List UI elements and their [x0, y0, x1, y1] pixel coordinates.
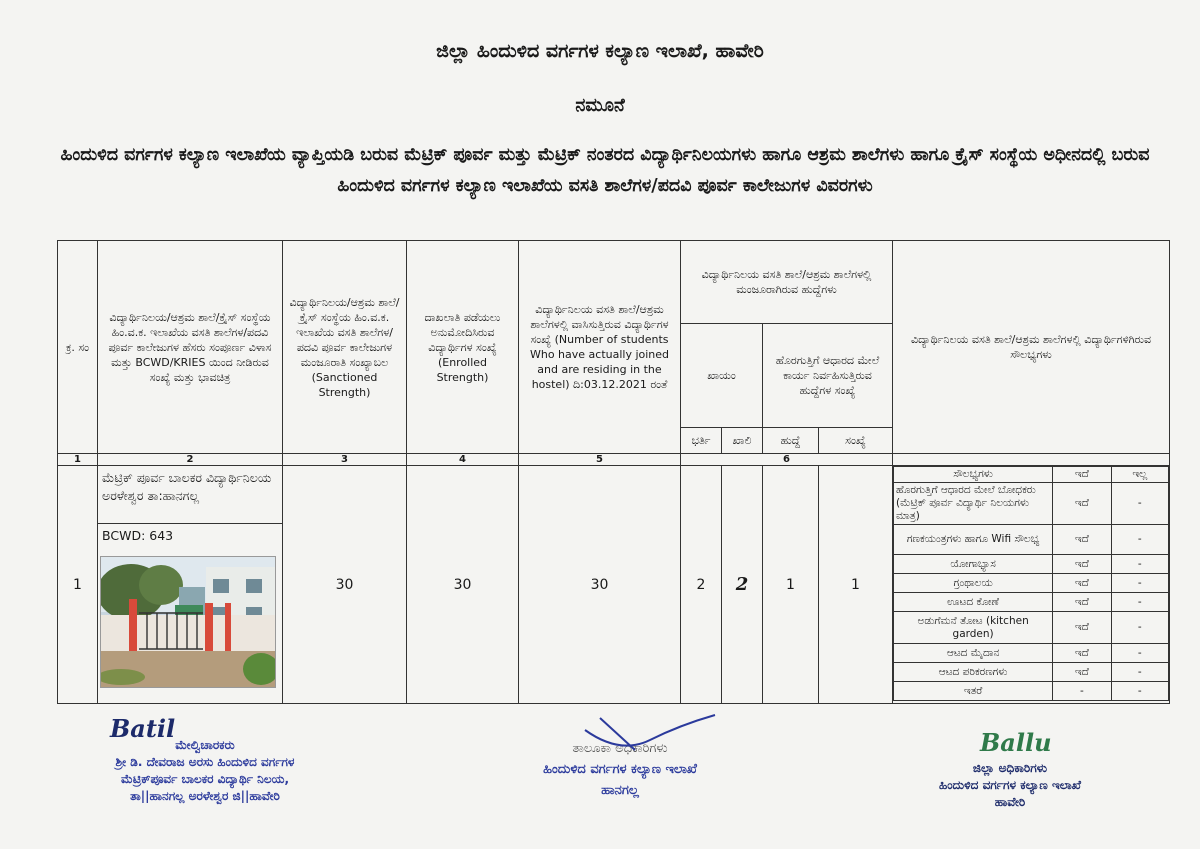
- supervisor-signature-scrawl: Batil: [110, 714, 176, 743]
- facility-no: -: [1111, 682, 1168, 701]
- col-number-2: 2: [98, 454, 283, 466]
- filled-header: ಭರ್ತಿ: [681, 428, 722, 454]
- hostel-details-table: [57, 240, 1170, 704]
- col-number-1: 1: [58, 454, 98, 466]
- facility-row: [894, 525, 1169, 555]
- facility-name: ಆಟದ ಮೈದಾನ: [894, 644, 1053, 663]
- supervisor-line-3: ಮೆಟ್ರಿಕ್‌ಪೂರ್ವ ಬಾಲಕರ ವಿದ್ಯಾರ್ಥಿ ನಿಲಯ,: [120, 772, 290, 786]
- post-header: ಹುದ್ದೆ: [763, 428, 819, 454]
- outsourced-header: ಹೊರಗುತ್ತಿಗೆ ಆಧಾರದ ಮೇಲೆ ಕಾರ್ಯ ನಿರ್ವಹಿಸುತ್ತಿರುವ ಹುದ್ದೆಗಳ ಸಂಖ್ಯೆ: [763, 324, 893, 428]
- facility-no: -: [1111, 663, 1168, 682]
- facility-yes: -: [1053, 682, 1111, 701]
- hostel-name-header: ವಿದ್ಯಾರ್ಥಿನಿಲಯ/ಆಶ್ರಮ ಶಾಲೆ/ಕ್ರೈಸ್ ಸಂಸ್ಥೆಯ ಹಿಂ.ವ.ಕ. ಇಲಾಖೆಯ ವಸತಿ ಶಾಲೆಗಳ/ಪದವಿ ಪೂರ್ವ ಕಾಲೇಜುಗಳ ಹೆಸರು ಸಂಪೂರ್ಣ ವಿಳಾಸ ಮತ್ತು BCWD/KRIES ಯಿಂದ ನೀಡಿರುವ ಸಂಖ್ಯೆ ಮತ್ತು ಭಾವಚಿತ್ರ: [98, 241, 283, 454]
- facility-name: ಇತರೆ: [894, 682, 1053, 701]
- taluk-signature-mark: [580, 710, 720, 760]
- taluk-officer-signature: [470, 738, 770, 801]
- facility-row: [894, 555, 1169, 574]
- facility-no-header: ಇಲ್ಲ: [1111, 467, 1168, 483]
- district-officer-dept: ಹಿಂದುಳಿದ ವರ್ಗಗಳ ಕಲ್ಯಾಣ ಇಲಾಖೆ: [939, 778, 1081, 792]
- facilities-cell: [893, 466, 1170, 704]
- col-number-4: 4: [407, 454, 519, 466]
- district-officer-title: ಜಿಲ್ಲಾ ಅಧಿಕಾರಿಗಳು: [972, 761, 1048, 775]
- taluk-officer-title: ತಾಲೂಕಾ ಅಧಿಕಾರಿಗಳು: [572, 741, 668, 756]
- post-value: 1: [763, 466, 819, 704]
- posts-header: ವಿದ್ಯಾರ್ಥಿನಿಲಯ ವಸತಿ ಶಾಲೆ/ಆಶ್ರಮ ಶಾಲೆಗಳಲ್ಲಿ ಮಂಜೂರಾಗಿರುವ ಹುದ್ದೆಗಳು: [681, 241, 893, 324]
- facility-no: -: [1111, 574, 1168, 593]
- vacant-value: 2: [722, 466, 763, 704]
- supervisor-title: ಮೇಲ್ವಿಚಾರಕರು: [175, 738, 235, 752]
- facility-yes: ಇದೆ: [1053, 574, 1111, 593]
- document-title: ಜಿಲ್ಲಾ ಹಿಂದುಳಿದ ವರ್ಗಗಳ ಕಲ್ಯಾಣ ಇಲಾಖೆ, ಹಾವೇರಿ: [436, 40, 764, 62]
- hostel-name-cell: [98, 466, 283, 704]
- col-number-3: 3: [283, 454, 407, 466]
- residing-value: 30: [519, 466, 681, 704]
- facility-yes: ಇದೆ: [1053, 663, 1111, 682]
- bcwd-code: BCWD: 643: [102, 528, 174, 543]
- hostel-name: ಮೆಟ್ರಿಕ್ ಪೂರ್ವ ಬಾಲಕರ ವಿದ್ಯಾರ್ಥಿನಿಲಯ ಅರಳೇಶ್ವರ ತಾ:ಹಾನಗಲ್ಲ: [98, 466, 282, 524]
- sanctioned-value: 30: [283, 466, 407, 704]
- form-label: ನಮೂನೆ: [575, 95, 625, 116]
- facility-name: ಆಟದ ಪರಿಕರಣಗಳು: [894, 663, 1053, 682]
- facility-no: -: [1111, 525, 1168, 555]
- count-header: ಸಂಖ್ಯೆ: [819, 428, 893, 454]
- district-officer-signature: [860, 728, 1160, 811]
- facility-yes-header: ಇದೆ: [1053, 467, 1111, 483]
- facility-no: -: [1111, 644, 1168, 663]
- facility-row: [894, 682, 1169, 701]
- facility-row: [894, 663, 1169, 682]
- facility-no: -: [1111, 593, 1168, 612]
- facility-no: -: [1111, 483, 1168, 525]
- facility-row: [894, 644, 1169, 663]
- facility-name: ಅಡುಗೆಮನೆ ತೋಟ (kitchen garden): [894, 612, 1053, 644]
- residing-header: ವಿದ್ಯಾರ್ಥಿನಿಲಯ ವಸತಿ ಶಾಲೆ/ಆಶ್ರಮ ಶಾಲೆಗಳಲ್ಲಿ ವಾಸಿಸುತ್ತಿರುವ ವಿದ್ಯಾರ್ಥಿಗಳ ಸಂಖ್ಯೆ (Number of students Who have actually joined and are residing in the hostel) ದಿ:03.12.2021 ರಂತೆ: [519, 241, 681, 454]
- enrolled-value: 30: [407, 466, 519, 704]
- col-number-5: 5: [519, 454, 681, 466]
- supervisor-signature: [70, 714, 340, 805]
- district-officer-place: ಹಾವೇರಿ: [994, 795, 1026, 809]
- table-row: [58, 466, 1170, 704]
- facility-name: ಯೋಗಾಭ್ಯಾಸ: [894, 555, 1053, 574]
- facility-row: [894, 612, 1169, 644]
- facility-name: ಹೊರಗುತ್ತಿಗೆ ಆಧಾರದ ಮೇಲೆ ಬೋಧಕರು (ಮೆಟ್ರಿಕ್ ಪೂರ್ವ ವಿದ್ಯಾರ್ಥಿ ನಿಲಯಗಳು ಮಾತ್ರ): [894, 483, 1053, 525]
- facility-yes: ಇದೆ: [1053, 593, 1111, 612]
- col-number-6: 6: [681, 454, 893, 466]
- facility-name: ಊಟದ ಕೋಣೆ: [894, 593, 1053, 612]
- taluk-officer-dept: ಹಿಂದುಳಿದ ವರ್ಗಗಳ ಕಲ್ಯಾಣ ಇಲಾಖೆ: [543, 762, 697, 777]
- document-description: ಹಿಂದುಳಿದ ವರ್ಗಗಳ ಕಲ್ಯಾಣ ಇಲಾಖೆಯ ವ್ಯಾಪ್ತಿಯಡಿ ಬರುವ ಮೆಟ್ರಿಕ್ ಪೂರ್ವ ಮತ್ತು ಮೆಟ್ರಿಕ್ ನಂತರದ ವಿದ್ಯಾರ್ಥಿನಿಲಯಗಳು ಹಾಗೂ ಆಶ್ರಮ ಶಾಲೆಗಳು ಹಾಗೂ ಕ್ರೈಸ್ ಸಂಸ್ಥೆಯ ಅಧೀನದಲ್ಲಿ ಬರುವ ಹಿಂದುಳಿದ ವರ್ಗಗಳ ಕಲ್ಯಾಣ ಇಲಾಖೆಯ ವಸತಿ ಶಾಲೆಗಳ/ಪದವಿ ಪೂರ್ವ ಕಾಲೇಜುಗಳ ವಿವರಗಳು: [60, 145, 1150, 196]
- serial-header: ಕ್ರ. ಸಂ: [58, 241, 98, 454]
- facility-yes: ಇದೆ: [1053, 612, 1111, 644]
- vacant-header: ಖಾಲಿ: [722, 428, 763, 454]
- district-signature-scrawl: Ballu: [980, 728, 1052, 757]
- supervisor-line-4: ತಾ||ಹಾನಗಲ್ಲ ಅರಳೇಶ್ವರ ಜಿ||ಹಾವೇರಿ: [130, 789, 280, 803]
- facility-row: [894, 483, 1169, 525]
- facility-row: [894, 593, 1169, 612]
- facility-no: -: [1111, 612, 1168, 644]
- facility-name-header: ಸೌಲಭ್ಯಗಳು: [894, 467, 1053, 483]
- sanctioned-header: ವಿದ್ಯಾರ್ಥಿನಿಲಯ/ಆಶ್ರಮ ಶಾಲೆ/ಕ್ರೈಸ್ ಸಂಸ್ಥೆಯ ಹಿಂ.ವ.ಕ. ಇಲಾಖೆಯ ವಸತಿ ಶಾಲೆಗಳ/ಪದವಿ ಪೂರ್ವ ಕಾಲೇಜುಗಳ ಮಂಜೂರಾತಿ ಸಂಖ್ಯಾಬಲ (Sanctioned Strength): [283, 241, 407, 454]
- enrolled-header: ದಾಖಲಾತಿ ಪಡೆಯಲು ಅನುಮೋದಿಸಿರುವ ವಿದ್ಯಾರ್ಥಿಗಳ ಸಂಖ್ಯೆ (Enrolled Strength): [407, 241, 519, 454]
- facility-name: ಗ್ರಂಥಾಲಯ: [894, 574, 1053, 593]
- facility-no: -: [1111, 555, 1168, 574]
- facilities-table: [893, 466, 1169, 701]
- facility-name: ಗಣಕಯಂತ್ರಗಳು ಹಾಗೂ Wifi ಸೌಲಭ್ಯ: [894, 525, 1053, 555]
- taluk-officer-place: ಹಾನಗಲ್ಲ: [601, 783, 639, 798]
- filled-value: 2: [681, 466, 722, 704]
- supervisor-line-2: ಶ್ರೀ ಡಿ. ದೇವರಾಜ ಅರಸು ಹಿಂದುಳಿದ ವರ್ಗಗಳ: [115, 755, 295, 769]
- count-value: 1: [819, 466, 893, 704]
- facility-yes: ಇದೆ: [1053, 555, 1111, 574]
- row-serial: 1: [58, 466, 98, 704]
- facility-yes: ಇದೆ: [1053, 644, 1111, 663]
- facilities-header: ವಿದ್ಯಾರ್ಥಿನಿಲಯ ವಸತಿ ಶಾಲೆ/ಆಶ್ರಮ ಶಾಲೆಗಳಲ್ಲಿ ವಿದ್ಯಾರ್ಥಿಗಳಿಗಿರುವ ಸೌಲಭ್ಯಗಳು: [893, 241, 1170, 454]
- facility-yes: ಇದೆ: [1053, 525, 1111, 555]
- permanent-header: ಖಾಯಂ: [681, 324, 763, 428]
- hostel-photo: [100, 556, 276, 688]
- facility-yes: ಇದೆ: [1053, 483, 1111, 525]
- facility-row: [894, 574, 1169, 593]
